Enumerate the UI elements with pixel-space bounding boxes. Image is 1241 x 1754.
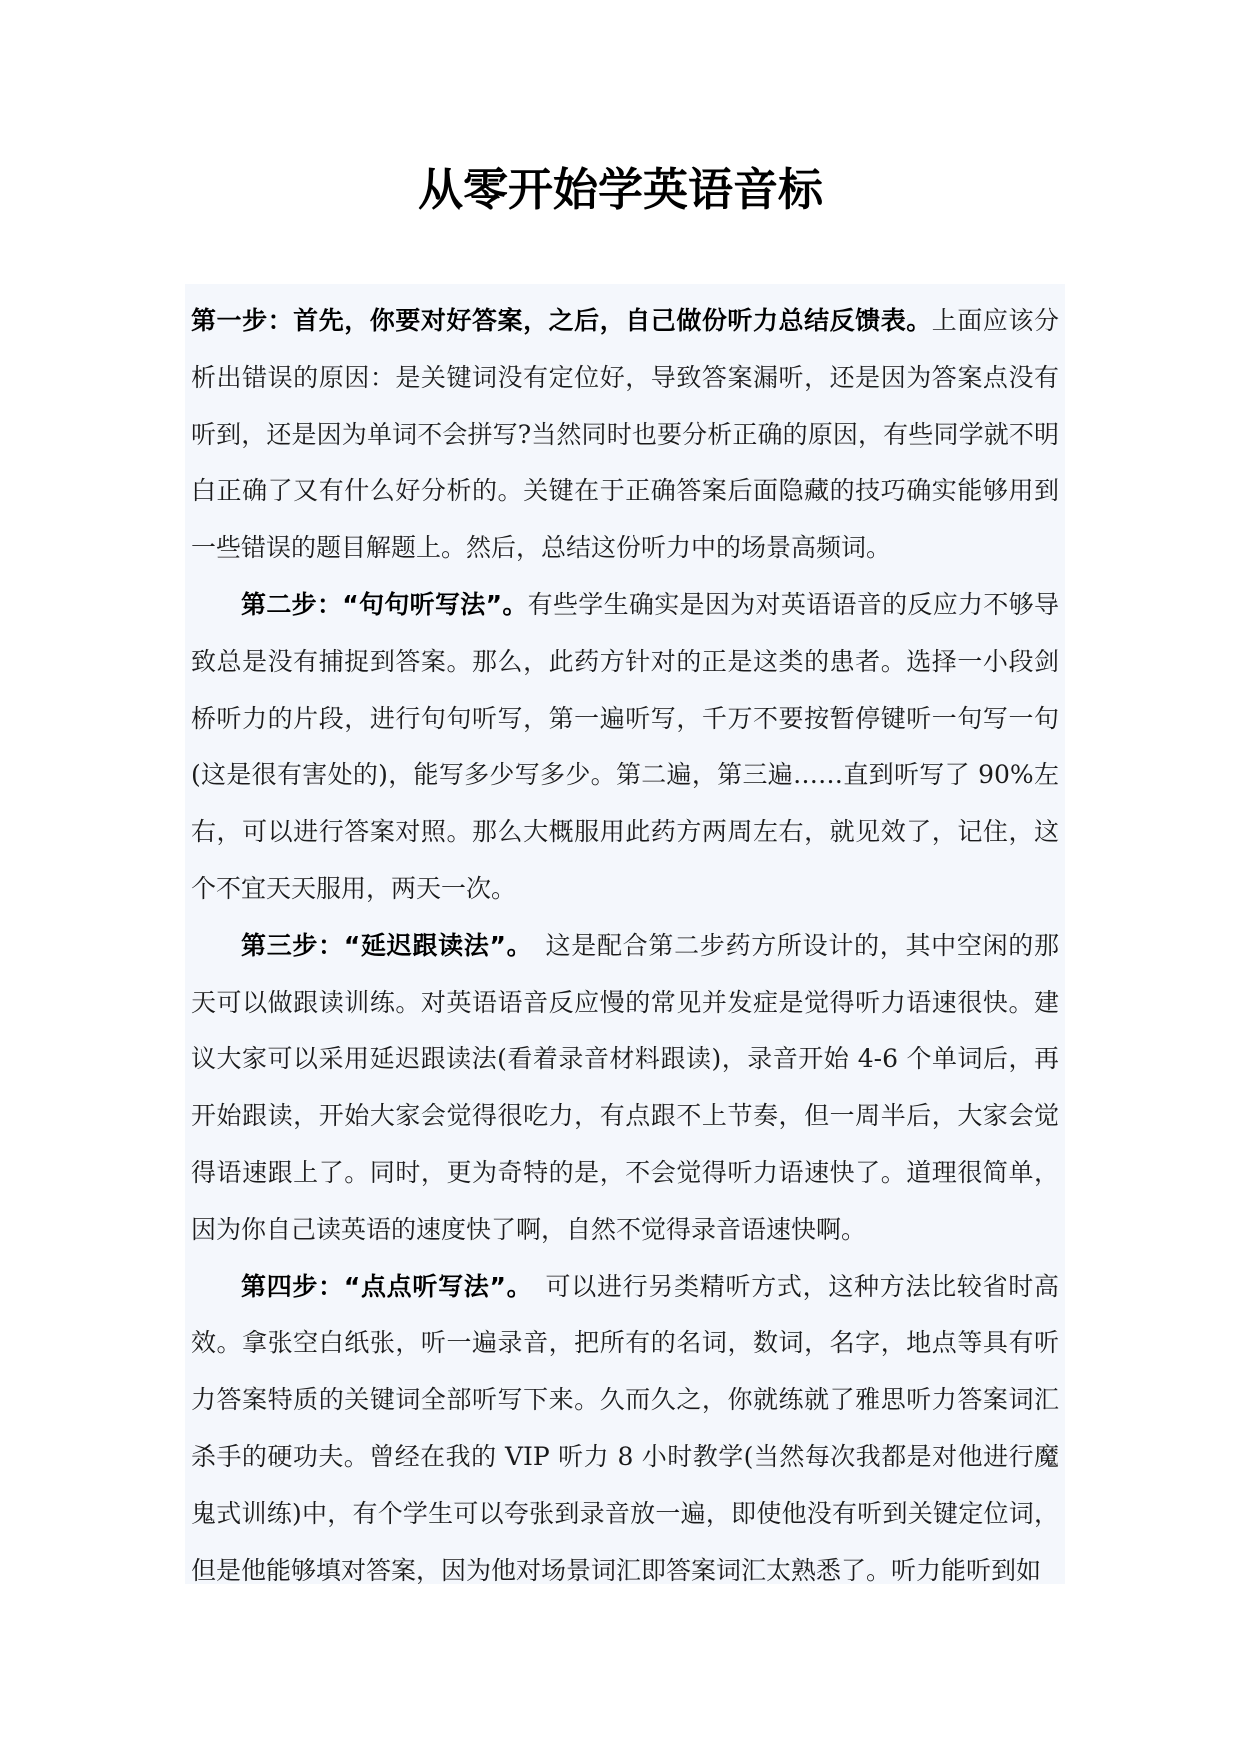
- paragraph-step-1: [191, 293, 1059, 577]
- step-3-text: 这是配合第二步药方所设计的，其中空闲的那天可以做跟读训练。对英语语音反应慢的常见并发症是觉得听力语速很快。建议大家可以采用延迟跟读法(看着录音材料跟读)，录音开始 4-6 个单词后，再开始跟读，开始大家会觉得很吃力，有点跟不上节奏，但一周半后，大家会觉得语速跟上了。同时，更为奇特的是，不会觉得听力语速快了。道理很简单，因为你自己读英语的速度快了啊，自然不觉得录音语速快啊。: [191, 930, 1059, 1244]
- page-title: 从零开始学英语音标: [417, 163, 823, 216]
- step-2-heading: 第二步：“句句听写法”。: [241, 589, 528, 619]
- paragraph-step-2: [191, 577, 1059, 918]
- step-4-text: 可以进行另类精听方式，这种方法比较省时高效。拿张空白纸张，听一遍录音，把所有的名词，数词，名字，地点等具有听力答案特质的关键词全部听写下来。久而久之，你就练就了雅思听力答案词汇杀手的硬功夫。曾经在我的 VIP 听力 8 小时教学(当然每次我都是对他进行魔鬼式训练)中，有个学生可以夸张到录音放一遍，即使他没有听到关键定位词，但是他能够填对答案，因为他对场景词汇即答案词汇太熟悉了。听力能听到如: [191, 1271, 1059, 1585]
- paragraph-step-3: [191, 918, 1059, 1259]
- step-1-text: 上面应该分析出错误的原因：是关键词没有定位好，导致答案漏听，还是因为答案点没有听到，还是因为单词不会拼写?当然同时也要分析正确的原因，有些同学就不明白正确了又有什么好分析的。关键在于正确答案后面隐藏的技巧确实能够用到一些错误的题目解题上。然后，总结这份听力中的场景高频词。: [191, 306, 1059, 563]
- document-body: [185, 284, 1065, 1584]
- paragraph-step-4: [191, 1259, 1059, 1600]
- step-4-heading: 第四步：“点点听写法”。: [241, 1271, 520, 1301]
- step-2-text: 有些学生确实是因为对英语语音的反应力不够导致总是没有捕捉到答案。那么，此药方针对的正是这类的患者。选择一小段剑桥听力的片段，进行句句听写，第一遍听写，千万不要按暂停键听一句写一句(这是很有害处的)，能写多少写多少。第二遍，第三遍……直到听写了 90%左右，可以进行答案对照。那么大概服用此药方两周左右，就见效了，记住，这个不宜天天服用，两天一次。: [191, 589, 1059, 903]
- step-3-heading: 第三步：“延迟跟读法”。: [241, 930, 520, 960]
- step-1-heading: 第一步：首先，你要对好答案，之后，自己做份听力总结反馈表。: [191, 306, 932, 335]
